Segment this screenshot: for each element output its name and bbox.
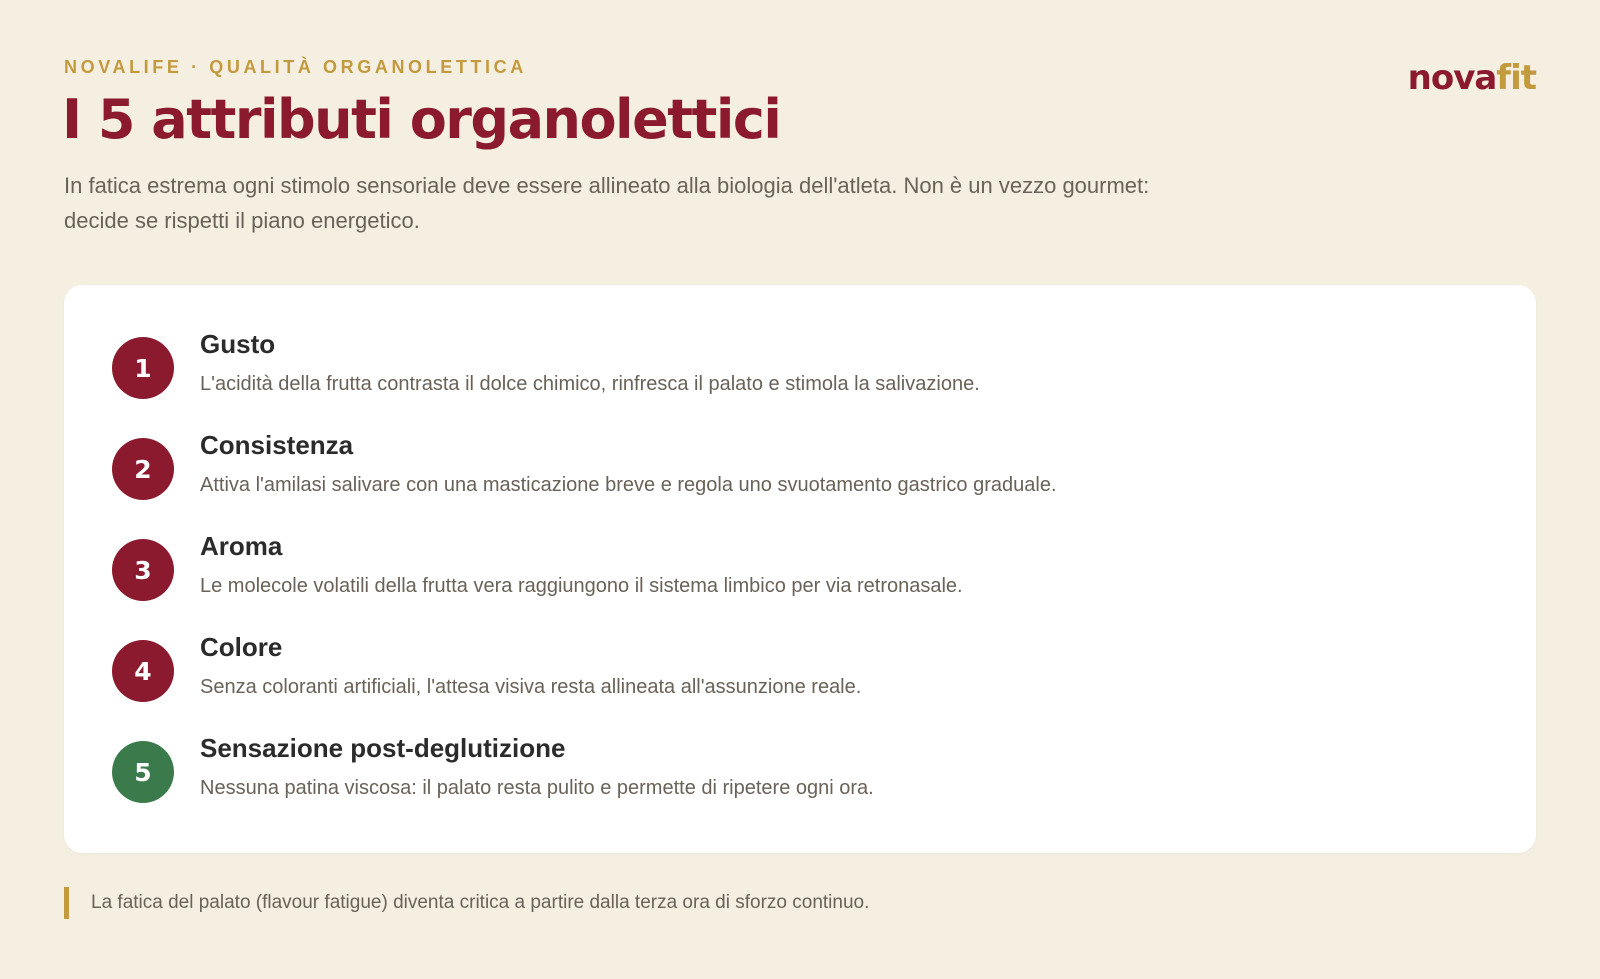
attribute-title: Aroma <box>200 531 283 561</box>
attribute-item-gusto <box>112 329 1492 419</box>
attribute-title: Sensazione post-deglutizione <box>200 733 566 763</box>
brand-logo <box>1408 58 1536 98</box>
attribute-title: Gusto <box>200 329 276 359</box>
attribute-description: Attiva l'amilasi salivare con una masticazione breve e regola uno svuotamento gastrico graduale. <box>200 474 1057 496</box>
logo-part-fit: fit <box>1496 58 1536 98</box>
attribute-item-colore <box>112 632 1492 722</box>
attribute-description: L'acidità della frutta contrasta il dolce chimico, rinfresca il palato e stimola la salivazione. <box>200 373 980 395</box>
attribute-item-consistenza <box>112 430 1492 520</box>
number-badge: 4 <box>112 640 174 702</box>
page-subtitle: In fatica estrema ogni stimolo sensoriale deve essere allineato alla biologia dell'atleta. Non è un vezzo gourmet: decide se rispetti il piano energetico. <box>64 173 1150 233</box>
attribute-description: Nessuna patina viscosa: il palato resta pulito e permette di ripetere ogni ora. <box>200 777 874 799</box>
number-badge: 3 <box>112 539 174 601</box>
attributes-card <box>64 285 1536 853</box>
attribute-title: Colore <box>200 632 283 662</box>
number-badge: 2 <box>112 438 174 500</box>
footer-note: La fatica del palato (flavour fatigue) diventa critica a partire dalla terza ora di sforzo continuo. <box>64 887 869 919</box>
attribute-title: Consistenza <box>200 430 354 460</box>
number-badge: 5 <box>112 741 174 803</box>
attribute-description: Le molecole volatili della frutta vera raggiungono il sistema limbico per via retronasale. <box>200 575 963 597</box>
logo-part-nova: nova <box>1407 58 1497 98</box>
eyebrow-label: NOVALIFE · QUALITÀ ORGANOLETTICA <box>64 57 527 77</box>
attribute-item-sensazione <box>112 733 1492 823</box>
attribute-description: Senza coloranti artificiali, l'attesa visiva resta allineata all'assunzione reale. <box>200 676 862 698</box>
number-badge: 1 <box>112 337 174 399</box>
page-title: I 5 attributi organolettici <box>62 88 781 151</box>
attribute-item-aroma <box>112 531 1492 621</box>
